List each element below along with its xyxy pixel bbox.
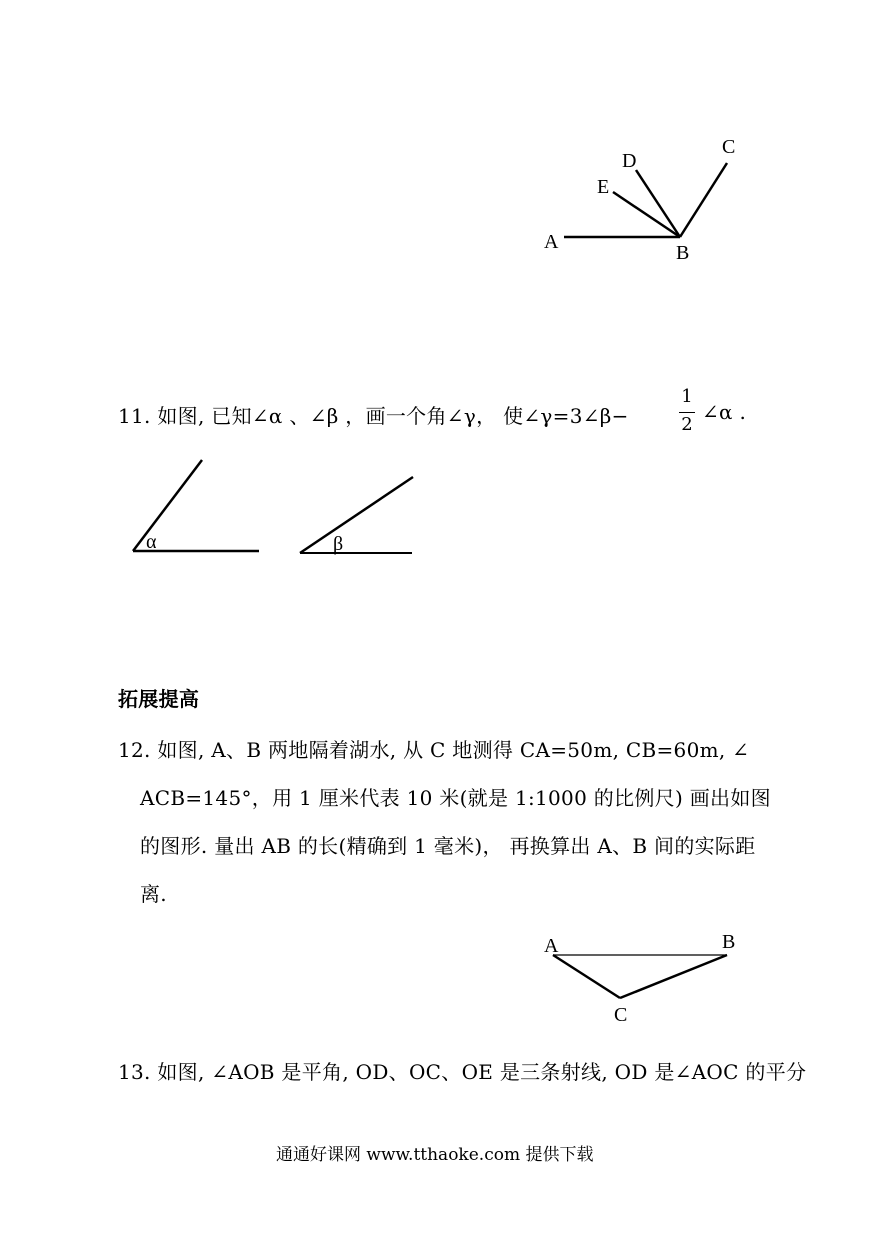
tri-label-A: A xyxy=(544,935,559,957)
fraction-numerator: 1 xyxy=(681,386,693,407)
question-11-lead: 11. 如图, 已知∠α 、∠β ，画一个角∠γ， 使∠γ=3∠β− xyxy=(118,404,629,428)
label-D: D xyxy=(622,150,637,172)
segment-AC xyxy=(553,955,620,998)
footer-credit: 通通好课网 www.tthaoke.com 提供下载 xyxy=(276,1145,594,1165)
label-A: A xyxy=(544,231,559,253)
section-heading: 拓展提高 xyxy=(118,687,200,711)
question-11-text xyxy=(118,400,629,429)
beta-angle-ray-1 xyxy=(300,477,413,553)
alpha-angle-ray-1 xyxy=(133,460,202,551)
label-C: C xyxy=(722,136,736,158)
ray-BC xyxy=(680,163,727,237)
fraction-denominator: 2 xyxy=(681,414,693,435)
tri-label-B: B xyxy=(722,931,736,953)
question-12-line-1: 12. 如图, A、B 两地隔着湖水, 从 C 地测得 CA=50m, CB=60m, ∠ xyxy=(118,738,750,762)
question-11-tail: ∠α . xyxy=(702,400,747,424)
question-13-line-1: 13. 如图, ∠AOB 是平角, OD、OC、OE 是三条射线, OD 是∠AOC 的平分 xyxy=(118,1060,807,1084)
question-12-line-4: 离. xyxy=(140,882,167,906)
ray-BD xyxy=(636,170,680,237)
beta-label: β xyxy=(333,533,344,555)
tri-label-C: C xyxy=(614,1004,628,1026)
fraction-bar xyxy=(679,412,695,413)
segment-CB xyxy=(620,955,727,998)
label-E: E xyxy=(597,176,610,198)
alpha-label: α xyxy=(146,531,157,553)
ray-BE xyxy=(613,192,680,237)
question-12-line-3: 的图形. 量出 AB 的长(精确到 1 毫米)， 再换算出 A、B 间的实际距 xyxy=(140,834,756,858)
label-B: B xyxy=(676,242,690,264)
question-12-line-2: ACB=145°，用 1 厘米代表 10 米(就是 1:1000 的比例尺) 画出如图 xyxy=(140,786,771,810)
